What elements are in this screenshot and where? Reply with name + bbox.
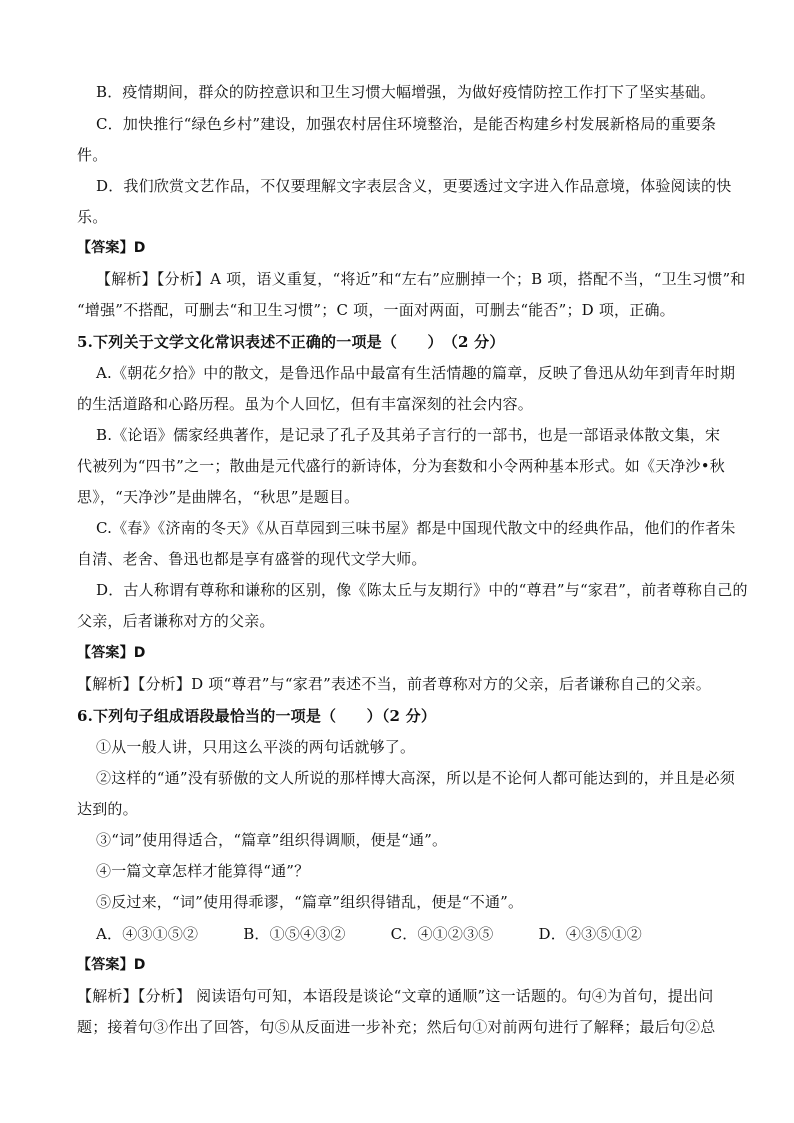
question-6-title: 6.下列句子组成语段最恰当的一项是（ ）（2 分）	[77, 707, 437, 725]
q6-option-a: A．④③①⑤②	[96, 925, 199, 943]
q5-option-a-line-2: 的生活道路和心路历程。虽为个人回忆，但有丰富深刻的社会内容。	[77, 395, 534, 413]
q5-option-c-line-2: 自清、老舍、鲁迅也都是享有盛誉的现代文学大师。	[77, 550, 427, 568]
analysis-5: 【解析】【分析】D 项“尊君”与“家君”表述不当，前者尊称对方的父亲，后者谦称自己的父亲。	[77, 675, 711, 693]
question-5-title: 5.下列关于文学文化常识表述不正确的一项是（ ） （2 分）	[77, 333, 505, 351]
q6-option-c: C．④①②③⑤	[390, 925, 494, 943]
sentence-3: ③“词”使用得适合，“篇章”组织得调顺，便是“通”。	[96, 831, 448, 849]
q5-option-b-line-3: 思》，“天净沙”是曲牌名，“秋思”是题目。	[77, 488, 360, 506]
q6-option-d: D．④③⑤①②	[538, 925, 642, 943]
sentence-1: ①从一般人讲，只用这么平淡的两句话就够了。	[96, 738, 416, 756]
q5-option-d-line-2: 父亲，后者谦称对方的父亲。	[77, 612, 275, 630]
option-b-line: B．疫情期间，群众的防控意识和卫生习惯大幅增强，为做好疫情防控工作打下了坚实基础。	[96, 83, 716, 101]
q5-option-d-line-1: D．古人称谓有尊称和谦称的区别，像《陈太丘与友期行》中的“尊君”与“家君”，前者尊称自己的	[96, 581, 748, 599]
q5-option-c-line-1: C.《春》《济南的冬天》《从百草园到三味书屋》都是中国现代散文中的经典作品，他们的作者朱	[96, 519, 736, 537]
q6-option-b: B．①⑤④③②	[243, 925, 346, 943]
q5-option-a-line-1: A.《朝花夕拾》中的散文，是鲁迅作品中最富有生活情趣的篇章，反映了鲁迅从幼年到青年时期	[96, 364, 736, 382]
sentence-4: ④一篇文章怎样才能算得“通”？	[96, 862, 310, 880]
answer-label-6: 【答案】D	[77, 957, 146, 973]
sentence-2-line-2: 达到的。	[77, 800, 138, 818]
sentence-2-line-1: ②这样的“通”没有骄傲的文人所说的那样博大高深，所以是不论何人都可能达到的，并且是必须	[96, 769, 735, 787]
q6-options	[96, 924, 682, 944]
answer-label-5: 【答案】D	[77, 645, 146, 661]
sentence-5: ⑤反过来，“词”使用得乖谬，“篇章”组织得错乱，便是“不通”。	[96, 893, 524, 911]
analysis-6-line-1: 【解析】【分析】 阅读语句可知，本语段是谈论“文章的通顺”这一话题的。句④为首句，提出问	[77, 987, 714, 1005]
option-d-line-1: D．我们欣赏文艺作品，不仅要理解文字表层含义，更要透过文字进入作品意境，体验阅读的快	[96, 177, 732, 195]
analysis-4-line-2: “增强”不搭配，可删去“和卫生习惯”；C 项，一面对两面，可删去“能否”；D 项，正确。	[77, 301, 675, 319]
q5-option-b-line-2: 代被列为“四书”之一；散曲是元代盛行的新诗体，分为套数和小令两种基本形式。如《天净沙•秋	[77, 457, 725, 475]
q5-option-b-line-1: B.《论语》儒家经典著作，是记录了孔子及其弟子言行的一部书，也是一部语录体散文集，宋	[96, 426, 721, 444]
analysis-4-line-1: 【解析】【分析】A 项，语义重复，“将近”和“左右”应删掉一个；B 项，搭配不当，“卫生习惯”和	[96, 270, 746, 288]
option-c-line-1: C．加快推行“绿色乡村”建设，加强农村居住环境整治，是能否构建乡村发展新格局的重要条	[96, 115, 717, 133]
analysis-6-line-2: 题；接着句③作出了回答，句⑤从反面进一步补充；然后句①对前两句进行了解释；最后句②总	[77, 1018, 716, 1036]
answer-label-4: 【答案】D	[77, 240, 146, 256]
option-c-line-2: 件。	[77, 146, 108, 164]
option-d-line-2: 乐。	[77, 208, 108, 226]
